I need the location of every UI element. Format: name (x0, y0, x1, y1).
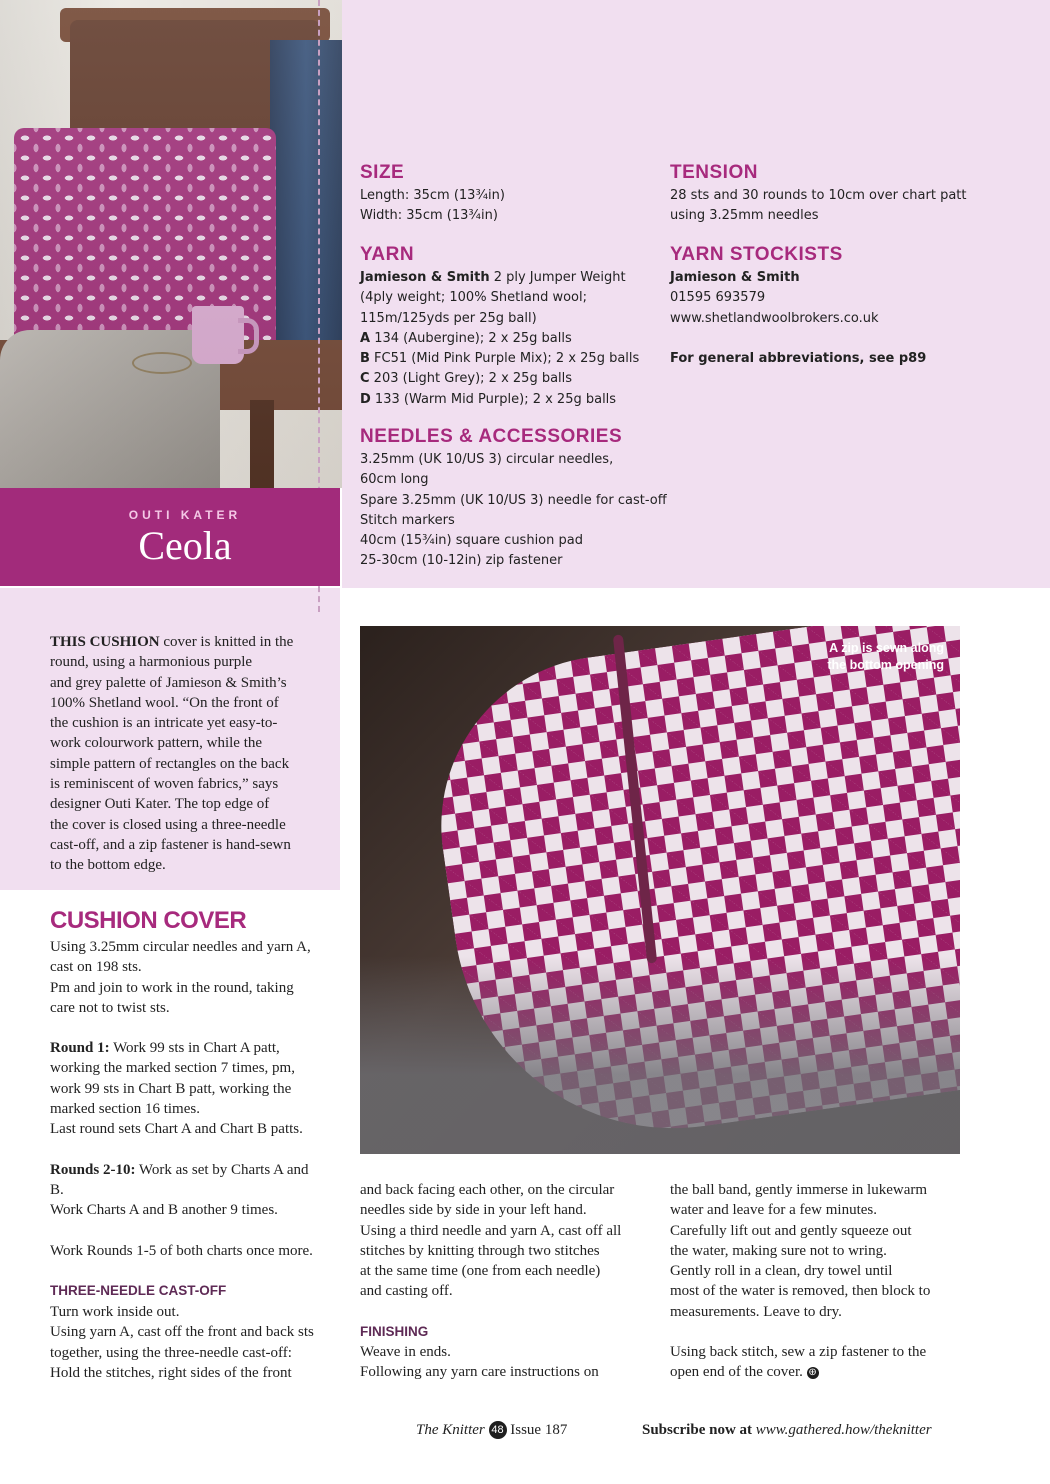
yarn-colour (360, 349, 639, 369)
instruction-line: Weave in ends. (360, 1344, 451, 1360)
instruction-line: care not to twist sts. (50, 999, 170, 1016)
magazine-name: The Knitter (416, 1422, 485, 1438)
column-two-text (360, 1180, 660, 1302)
yarn-brand: Jamieson & Smith (360, 270, 490, 285)
instruction-line: needles side by side in your left hand. (360, 1202, 587, 1219)
stockists-heading: YARN STOCKISTS (670, 244, 843, 265)
yarn-colour-desc: 203 (Light Grey); 2 x 25g balls (369, 371, 573, 387)
cushion-cover-heading: CUSHION COVER (50, 907, 247, 934)
instruction-line: Gently roll in a clean, dry towel until (670, 1263, 893, 1280)
instruction-line: most of the water is removed, then block to (670, 1283, 931, 1300)
instruction-line: measurements. Leave to dry. (670, 1303, 842, 1320)
yarn-heading: YARN (360, 244, 415, 265)
abbreviations-note: For general abbreviations, see p89 (670, 350, 927, 366)
yarn-colour-code: B (360, 351, 370, 367)
needles-item: 3.25mm (UK 10/US 3) circular needles, (360, 452, 614, 467)
needles-item: 40cm (15¾in) square cushion pad (360, 533, 583, 549)
photo-caption (827, 640, 944, 674)
needles-item: 25-30cm (10-12in) zip fastener (360, 553, 563, 569)
intro-line: 100% Shetland wool. “On the front of (50, 694, 279, 711)
size-length: Length: 35cm (13¾in) (360, 188, 505, 203)
yarn-colour (360, 369, 639, 389)
subscribe-link[interactable]: www.gathered.how/theknitter (755, 1422, 932, 1438)
issue-number: Issue 187 (510, 1422, 568, 1438)
instruction-line: marked section 16 times. (50, 1101, 200, 1118)
yarn-colour-desc: 134 (Aubergine); 2 x 25g balls (370, 330, 572, 346)
instruction-line: work 99 sts in Chart B patt, working the (50, 1080, 292, 1097)
tension-line: 28 sts and 30 rounds to 10cm over chart patt (670, 188, 967, 203)
instruction-line: water and leave for a few minutes. (670, 1202, 877, 1219)
rounds2-label: Rounds 2-10: (50, 1161, 136, 1178)
intro-text (50, 632, 340, 876)
end-mark-icon: ⊕ (808, 1367, 817, 1379)
size-details (360, 186, 505, 227)
intro-line: work colourwork pattern, while the (50, 735, 263, 752)
footer-subscribe (642, 1420, 932, 1440)
intro-line: the cushion is an intricate yet easy-to- (50, 715, 278, 732)
instruction-line: cast on 198 sts. (50, 959, 142, 976)
yarn-colour-desc: FC51 (Mid Pink Purple Mix); 2 x 25g balls (369, 351, 640, 367)
intro-line: cast-off, and a zip fastener is hand-sewn (50, 836, 291, 853)
tension-heading: TENSION (670, 162, 758, 183)
hero-photo (0, 0, 342, 488)
yarn-colour-code: A (360, 330, 371, 346)
instruction-line: Pm and join to work in the round, taking (50, 979, 294, 996)
yarn-details (360, 268, 639, 410)
needles-heading: NEEDLES & ACCESSORIES (360, 426, 623, 447)
intro-line: to the bottom edge. (50, 857, 166, 874)
three-needle-heading: THREE-NEEDLE CAST-OFF (50, 1283, 227, 1298)
instruction-line: Carefully lift out and gently squeeze out (670, 1222, 912, 1239)
caption-line: A zip is sewn along (829, 641, 944, 655)
instruction-line: and casting off. (360, 1283, 453, 1300)
three-needle-text (50, 1302, 350, 1383)
instruction-line: Using a third needle and yarn A, cast off all (360, 1222, 622, 1239)
instruction-line: Work Rounds 1-5 of both charts once more. (50, 1242, 313, 1259)
stockists-details (670, 268, 926, 369)
intro-line: the cover is closed using a three-needle (50, 816, 286, 833)
pattern-title: Ceola (138, 523, 232, 568)
instruction-line: stitches by knitting through two stitches (360, 1242, 600, 1259)
yarn-colour (360, 390, 639, 410)
intro-line: designer Outi Kater. The top edge of (50, 796, 270, 813)
instruction-line: the water, making sure not to wring. (670, 1242, 887, 1259)
intro-lead: THIS CUSHION (50, 634, 160, 650)
instruction-line: working the marked section 7 times, pm, (50, 1060, 295, 1077)
instruction-line: open end of the cover. (670, 1364, 803, 1381)
column-three-text (670, 1180, 970, 1383)
subscribe-label: Subscribe now at (642, 1422, 756, 1438)
cushion-cover-instructions (50, 937, 350, 1261)
instruction-line: and back facing each other, on the circular (360, 1182, 615, 1198)
yarn-colour-code: C (360, 371, 370, 387)
footer-issue (416, 1420, 567, 1440)
tension-line: using 3.25mm needles (670, 208, 819, 224)
intro-line: and grey palette of Jamieson & Smith’s (50, 674, 287, 691)
needles-item: Spare 3.25mm (UK 10/US 3) needle for cast-off (360, 492, 667, 508)
needles-list (360, 450, 667, 572)
intro-line: simple pattern of rectangles on the back (50, 755, 290, 772)
needles-item: Stitch markers (360, 512, 455, 528)
finishing-text (360, 1342, 660, 1383)
stockist-phone: 01595 693579 (670, 290, 766, 306)
tension-details (670, 186, 967, 227)
intro-line: cover is knitted in the (159, 634, 294, 650)
yarn-weight: 2 ply Jumper Weight (489, 270, 626, 285)
round1-label: Round 1: (50, 1040, 110, 1057)
instruction-line: Using 3.25mm circular needles and yarn A, (50, 939, 311, 955)
intro-line: round, using a harmonious purple (50, 654, 253, 671)
detail-photo (360, 626, 960, 1154)
instruction-line: Work 99 sts in Chart A patt, (109, 1040, 280, 1057)
photo-shade (0, 0, 342, 488)
yarn-length: 115m/125yds per 25g ball) (360, 310, 537, 326)
instruction-line: B. (50, 1181, 64, 1198)
yarn-colour-desc: 133 (Warm Mid Purple); 2 x 25g balls (370, 391, 617, 407)
stockist-website: www.shetlandwoolbrokers.co.uk (670, 310, 879, 326)
instruction-line: Turn work inside out. (50, 1304, 180, 1320)
designer-name: OUTI KATER (128, 508, 242, 522)
yarn-fibre: (4ply weight; 100% Shetland wool; (360, 290, 587, 306)
yarn-colour (360, 329, 639, 349)
yarn-colour-code: D (360, 391, 371, 407)
instruction-line: the ball band, gently immerse in lukewarm (670, 1182, 928, 1198)
instruction-line: Hold the stitches, right sides of the front (50, 1364, 292, 1381)
instruction-line: Using yarn A, cast off the front and back sts (50, 1324, 314, 1341)
finishing-heading: FINISHING (360, 1324, 429, 1339)
instruction-line: Work as set by Charts A and (135, 1161, 309, 1178)
intro-line: is reminiscent of woven fabrics,” says (50, 776, 279, 793)
needles-item: 60cm long (360, 472, 429, 488)
instruction-line: Work Charts A and B another 9 times. (50, 1202, 278, 1219)
caption-line: the bottom opening (827, 658, 944, 672)
photo-shadow (360, 956, 960, 1154)
page-number: 48 (489, 1421, 507, 1439)
instruction-line: Following any yarn care instructions on (360, 1364, 599, 1381)
instruction-line: Using back stitch, sew a zip fastener to the (670, 1344, 927, 1361)
stockist-name: Jamieson & Smith (670, 270, 800, 285)
instruction-line: together, using the three-needle cast-off: (50, 1344, 292, 1361)
size-heading: SIZE (360, 162, 405, 183)
size-width: Width: 35cm (13¾in) (360, 208, 498, 224)
instruction-line: at the same time (one from each needle) (360, 1263, 601, 1280)
instruction-line: Last round sets Chart A and Chart B patts. (50, 1121, 303, 1138)
